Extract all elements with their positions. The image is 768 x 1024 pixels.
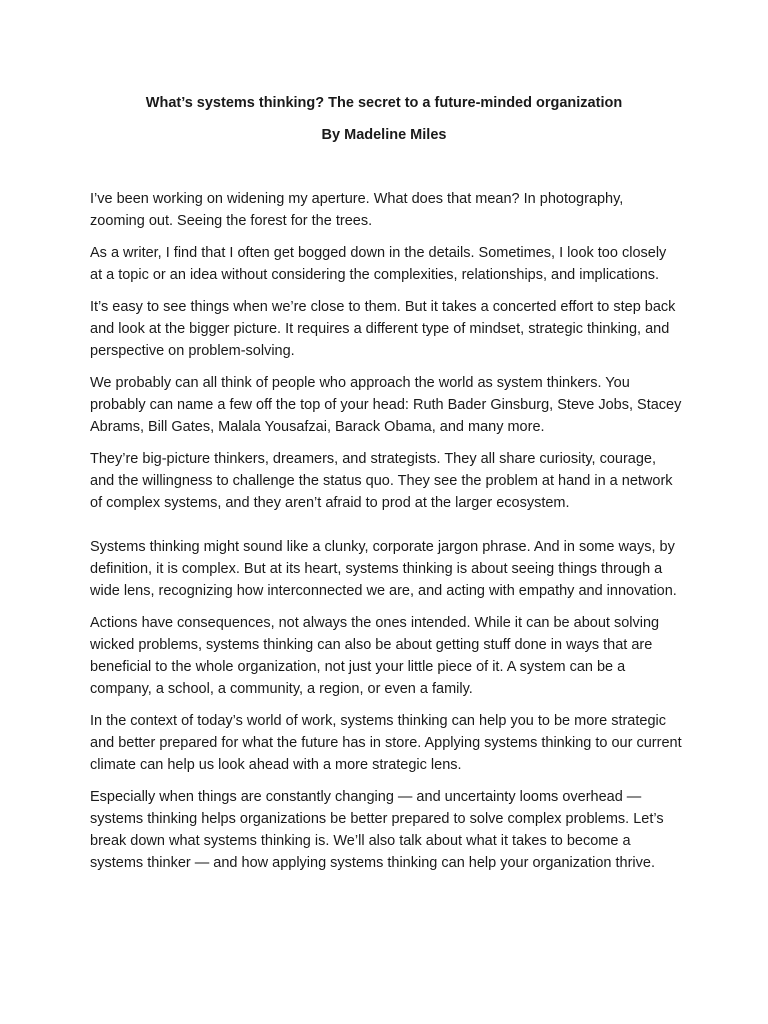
paragraph: Systems thinking might sound like a clunky, corporate jargon phrase. And in some ways, by definition, it is complex. But at its heart, systems thinking is about seeing things through a wide lens, recognizing how interconnected we are, and acting with empathy and innovation. xyxy=(90,539,677,599)
paragraph: It’s easy to see things when we’re close to them. But it takes a concerted effort to step back and look at the bigger picture. It requires a different type of mindset, strategic thinking, and perspective on problem-solving. xyxy=(90,299,676,359)
paragraph: We probably can all think of people who approach the world as system thinkers. You probably can name a few off the top of your head: Ruth Bader Ginsburg, Steve Jobs, Stacey Abrams, Bill Gates, Malala Yousafzai, Barack Obama, and many more. xyxy=(90,375,682,435)
paragraph: As a writer, I find that I often get bogged down in the details. Sometimes, I look too closely at a topic or an idea without considering the complexities, relationships, and implications. xyxy=(90,245,667,283)
article-body xyxy=(90,188,682,884)
page-title: What’s systems thinking? The secret to a future-minded organization xyxy=(145,95,623,111)
paragraph: Especially when things are constantly changing — and uncertainty looms overhead — systems thinking helps organizations be better prepared to solve complex problems. Let’s break down what systems thinking is. We’ll also talk about what it takes to become a systems thinker — and how applying systems thinking can help your organization thrive. xyxy=(90,789,664,871)
paragraph: They’re big-picture thinkers, dreamers, and strategists. They all share curiosity, courage, and the willingness to challenge the status quo. They see the problem at hand in a network of complex systems, and they aren’t afraid to prod at the larger ecosystem. xyxy=(90,451,673,511)
paragraph: In the context of today’s world of work, systems thinking can help you to be more strategic and better prepared for what the future has in store. Applying systems thinking to our current climate can help us look ahead with a more strategic lens. xyxy=(90,713,682,773)
paragraph: I’ve been working on widening my aperture. What does that mean? In photography, zooming out. Seeing the forest for the trees. xyxy=(90,191,624,229)
author-byline: By Madeline Miles xyxy=(321,127,447,143)
paragraph: Actions have consequences, not always the ones intended. While it can be about solving wicked problems, systems thinking can also be about getting stuff done in ways that are beneficial to the whole organization, not just your little piece of it. A system can be a company, a school, a community, a region, or even a family. xyxy=(90,615,660,697)
